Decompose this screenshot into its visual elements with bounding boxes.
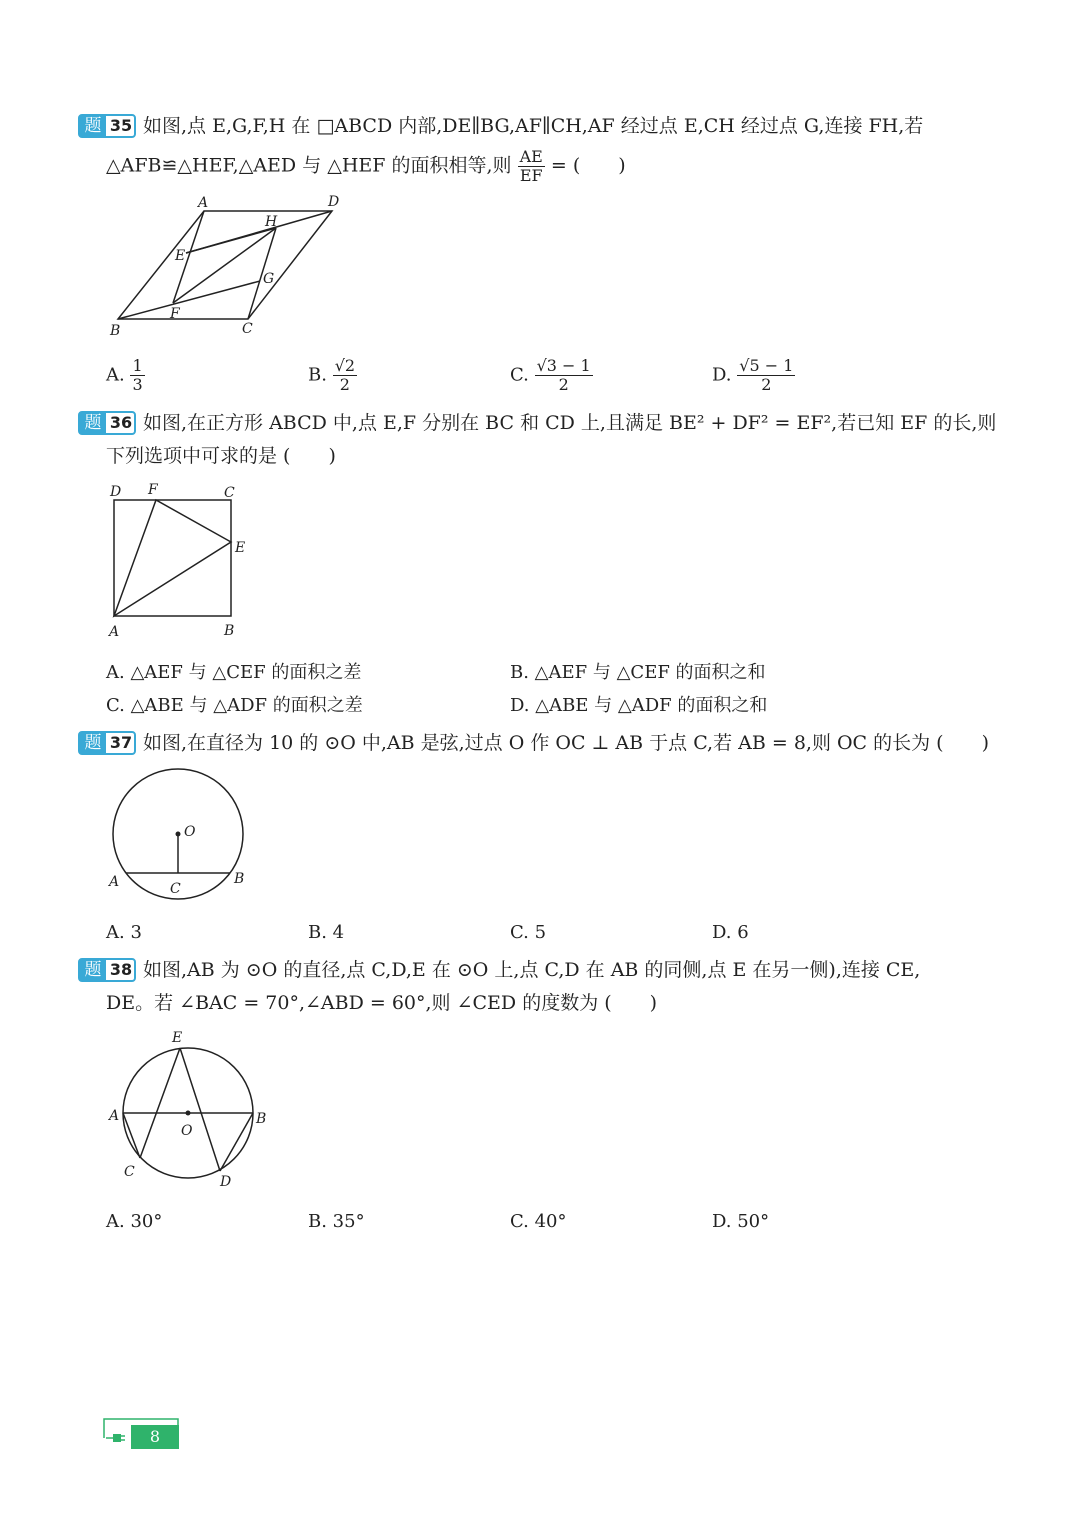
q36-text-line2: 下列选项中可求的是 ( ) <box>106 445 336 467</box>
q38-option-d[interactable]: D. 50° <box>712 1211 770 1232</box>
q35-parallelogram-figure <box>100 188 360 348</box>
q35-text-line1: 如图,点 E,G,F,H 在 □ABCD 内部,DE∥BG,AF∥CH,AF 经过点 E,CH 经过点 G,连接 FH,若 <box>143 115 924 137</box>
denominator: 3 <box>132 375 143 394</box>
label-c: C <box>170 881 181 897</box>
chord-ec <box>140 1048 180 1158</box>
label-f: F <box>148 482 158 498</box>
q36-option-d[interactable]: D. △ABE 与 △ADF 的面积之和 <box>510 695 768 716</box>
segment-bg <box>118 281 260 319</box>
badge-tag: 题 <box>80 733 106 753</box>
chord-bd <box>220 1113 253 1171</box>
label-h: H <box>265 214 278 230</box>
q35-option-b[interactable] <box>308 357 357 394</box>
label-b: B <box>224 623 235 639</box>
q35-option-a[interactable] <box>106 357 145 394</box>
q35-fraction-denominator: EF <box>519 166 543 185</box>
label-d: D <box>328 194 340 210</box>
denominator: 2 <box>558 375 569 394</box>
plug-icon <box>106 1434 125 1442</box>
label-e: E <box>175 248 186 264</box>
option-fraction <box>737 357 795 394</box>
label-b: B <box>234 871 245 887</box>
numerator: √5 − 1 <box>739 356 794 375</box>
q37-circle-figure <box>104 766 254 906</box>
q38-circle-figure <box>104 1026 274 1196</box>
label-g: G <box>263 271 275 287</box>
question-badge-35 <box>78 114 136 138</box>
label-a: A <box>109 624 120 640</box>
q36-text-line1: 如图,在正方形 ABCD 中,点 E,F 分别在 BC 和 CD 上,且满足 BE² + DF² = EF²,若已知 EF 的长,则 <box>143 412 997 434</box>
denominator: 2 <box>339 375 350 394</box>
q37-option-a[interactable]: A. 3 <box>106 922 142 943</box>
label-e: E <box>172 1030 183 1046</box>
numerator: √2 <box>334 356 356 375</box>
option-fraction <box>130 357 144 394</box>
q35-option-c[interactable] <box>510 357 593 394</box>
badge-number: 35 <box>109 116 133 135</box>
label-c: C <box>224 485 235 501</box>
q35-option-d[interactable] <box>712 357 795 394</box>
label-a: A <box>109 874 120 890</box>
badge-tag: 题 <box>80 116 106 136</box>
numerator: 1 <box>132 356 143 375</box>
chord-ed <box>180 1048 220 1171</box>
q35-fraction-numerator: AE <box>519 147 543 166</box>
triangle-aef <box>114 500 231 616</box>
segment-fh <box>173 228 276 303</box>
question-badge-36 <box>78 411 136 435</box>
label-b: B <box>256 1111 267 1127</box>
q37-option-b[interactable]: B. 4 <box>308 922 345 943</box>
q37-text-line1: 如图,在直径为 10 的 ⊙O 中,AB 是弦,过点 O 作 OC ⊥ AB 于点 C,若 AB = 8,则 OC 的长为 ( ) <box>143 732 990 754</box>
square-abcd <box>114 500 231 616</box>
badge-tag: 题 <box>80 960 106 980</box>
q35-line2-start: △AFB≌△HEF,△AED 与 △HEF 的面积相等,则 <box>106 154 512 177</box>
q35-line2-end: = ( ) <box>550 154 626 177</box>
q35-text-line2 <box>106 148 626 185</box>
option-letter: B. <box>308 364 327 386</box>
q35-fraction <box>518 148 545 185</box>
chord-ac <box>123 1113 140 1158</box>
label-o: O <box>184 824 196 840</box>
label-d: D <box>220 1174 232 1190</box>
q38-option-b[interactable]: B. 35° <box>308 1211 365 1232</box>
q37-option-c[interactable]: C. 5 <box>510 922 547 943</box>
label-a: A <box>109 1108 120 1124</box>
q37-option-d[interactable]: D. 6 <box>712 922 749 943</box>
center-point <box>176 832 181 837</box>
q38-text-line2: DE。若 ∠BAC = 70°,∠ABD = 60°,则 ∠CED 的度数为 ( ) <box>106 992 658 1014</box>
label-a: A <box>198 195 209 211</box>
option-letter: A. <box>106 364 125 386</box>
numerator: √3 − 1 <box>536 356 591 375</box>
q36-option-b[interactable]: B. △AEF 与 △CEF 的面积之和 <box>510 662 766 683</box>
label-o: O <box>181 1123 193 1139</box>
label-c: C <box>124 1164 135 1180</box>
label-c: C <box>242 321 253 337</box>
q36-square-figure <box>104 480 254 640</box>
q38-option-c[interactable]: C. 40° <box>510 1211 567 1232</box>
label-b: B <box>110 323 121 339</box>
badge-number: 38 <box>109 960 133 979</box>
page-number: 8 <box>131 1425 179 1449</box>
option-fraction <box>535 357 593 394</box>
option-letter: D. <box>712 364 732 386</box>
segment-eh <box>186 228 276 253</box>
badge-number: 37 <box>109 733 133 752</box>
label-e: E <box>235 540 246 556</box>
q36-option-a[interactable]: A. △AEF 与 △CEF 的面积之差 <box>106 662 362 683</box>
q36-option-c[interactable]: C. △ABE 与 △ADF 的面积之差 <box>106 695 363 716</box>
question-badge-37 <box>78 731 136 755</box>
q38-option-a[interactable]: A. 30° <box>106 1211 163 1232</box>
label-d: D <box>110 484 122 500</box>
badge-number: 36 <box>109 413 133 432</box>
label-f: F <box>170 306 180 322</box>
badge-tag: 题 <box>80 413 106 433</box>
option-letter: C. <box>510 364 529 386</box>
q38-text-line1: 如图,AB 为 ⊙O 的直径,点 C,D,E 在 ⊙O 上,点 C,D 在 AB 的同侧,点 E 在另一侧),连接 CE, <box>143 959 921 981</box>
denominator: 2 <box>761 375 772 394</box>
option-fraction <box>333 357 357 394</box>
question-badge-38 <box>78 958 136 982</box>
center-point <box>186 1111 191 1116</box>
